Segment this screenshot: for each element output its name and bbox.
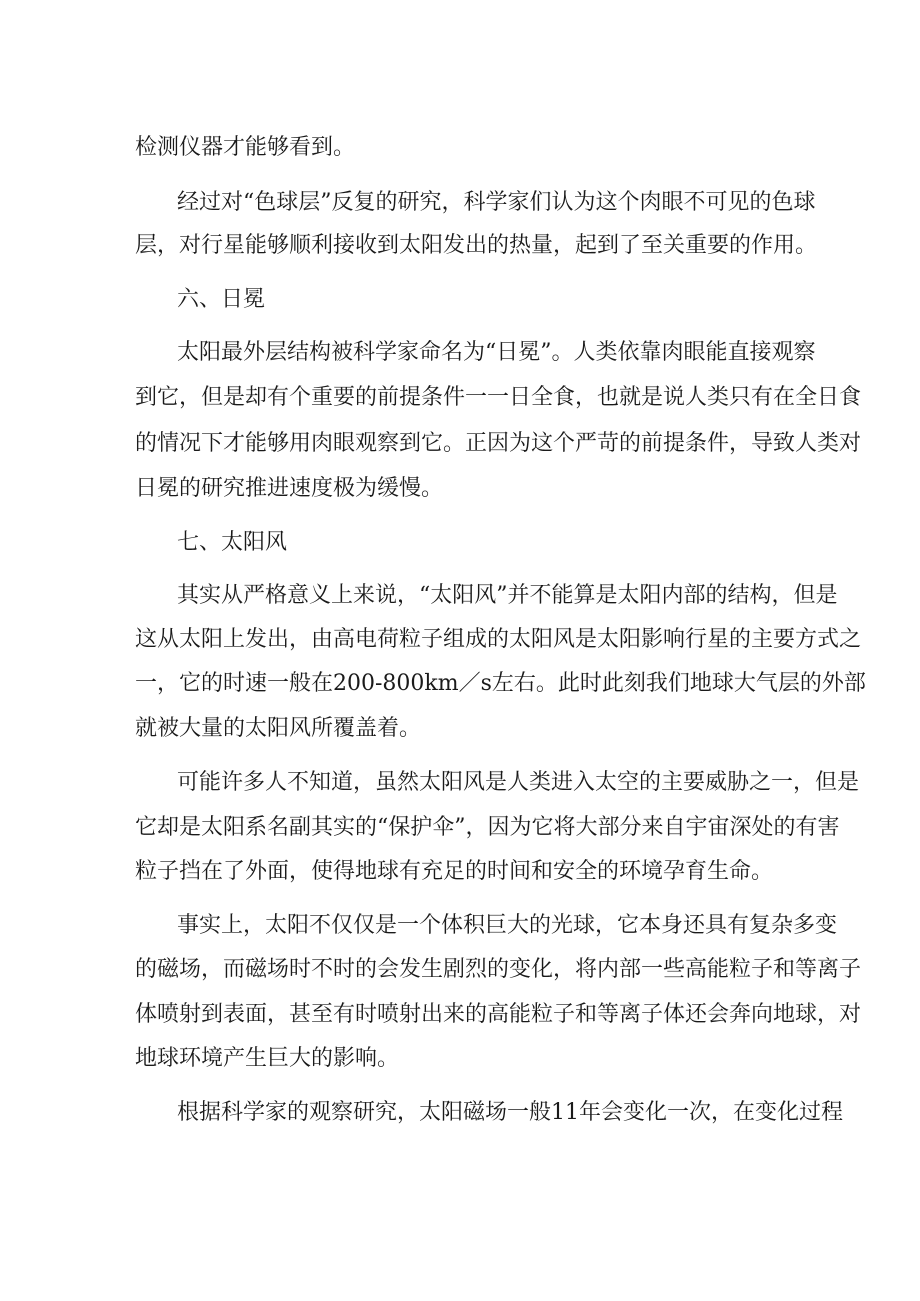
paragraph-line: 到它，但是却有个重要的前提条件一一日全食，也就是说人类只有在全日食: [135, 385, 862, 410]
paragraph-line: 一，它的时速一般在200-800km／s左右。此时此刻我们地球大气层的外部: [135, 671, 866, 696]
paragraph-line: 根据科学家的观察研究，太阳磁场一般11年会变化一次，在变化过程: [177, 1100, 843, 1125]
paragraph-line: 的情况下才能够用肉眼观察到它。正因为这个严苛的前提条件，导致人类对: [135, 431, 862, 456]
paragraph-line: 这从太阳上发出，由高电荷粒子组成的太阳风是太阳影响行星的主要方式之: [135, 627, 862, 652]
paragraph-line: 体喷射到表面，甚至有时喷射出来的高能粒子和等离子体还会奔向地球，对: [135, 1002, 862, 1027]
paragraph-line: 层，对行星能够顺利接收到太阳发出的热量，起到了至关重要的作用。: [135, 233, 818, 258]
paragraph-line: 检测仪器才能够看到。: [135, 135, 356, 160]
paragraph-line: 日冕的研究推进速度极为缓慢。: [135, 476, 444, 501]
paragraph-line: 事实上，太阳不仅仅是一个体积巨大的光球，它本身还具有复杂多变: [177, 913, 838, 938]
paragraph-line: 经过对“色球层”反复的研究，科学家们认为这个肉眼不可见的色球: [177, 190, 816, 215]
section-heading: 七、太阳风: [177, 530, 288, 555]
section-heading: 六、日冕: [177, 287, 266, 312]
paragraph-line: 它却是太阳系名副其实的“保护伞”，因为它将大部分来自宇宙深处的有害: [135, 815, 840, 840]
paragraph-line: 可能许多人不知道，虽然太阳风是人类进入太空的主要威胁之一，但是: [177, 770, 860, 795]
paragraph-line: 就被大量的太阳风所覆盖着。: [135, 716, 422, 741]
paragraph-line: 其实从严格意义上来说，“太阳风”并不能算是太阳内部的结构，但是: [177, 583, 838, 608]
paragraph-line: 粒子挡在了外面，使得地球有充足的时间和安全的环境孕育生命。: [135, 859, 774, 884]
paragraph-line: 太阳最外层结构被科学家命名为“日冕”。人类依靠肉眼能直接观察: [177, 340, 816, 365]
paragraph-line: 地球环境产生巨大的影响。: [135, 1046, 400, 1071]
paragraph-line: 的磁场，而磁场时不时的会发生剧烈的变化，将内部一些高能粒子和等离子: [135, 957, 862, 982]
